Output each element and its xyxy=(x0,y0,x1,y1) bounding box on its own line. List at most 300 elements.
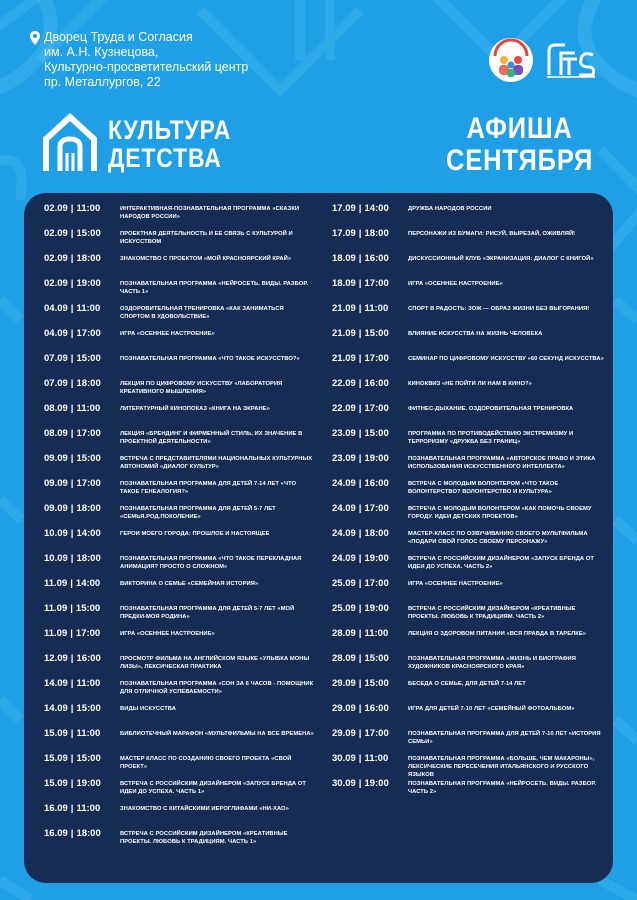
event-date: 25.09 xyxy=(332,603,356,614)
schedule-row xyxy=(332,779,604,804)
event-datetime xyxy=(44,704,120,714)
event-datetime xyxy=(332,404,408,414)
schedule-row xyxy=(44,779,314,804)
event-datetime xyxy=(332,354,408,364)
event-datetime xyxy=(44,804,120,814)
schedule-row xyxy=(332,729,604,754)
datetime-separator: | xyxy=(70,753,74,764)
datetime-separator: | xyxy=(358,353,362,364)
datetime-separator: | xyxy=(70,303,74,314)
datetime-separator: | xyxy=(358,503,362,514)
event-title: ВСТРЕЧА С РОССИЙСКИМ ДИЗАЙНЕРОМ «КРЕАТИВНЫЕ ПРОЕКТЫ. ЛЮБОВЬ К ТРАДИЦИЯМ. ЧАСТЬ 2» xyxy=(408,606,576,620)
event-datetime xyxy=(44,754,120,764)
event-title: ИГРА «ОСЕННЕЕ НАСТРОЕНИЕ» xyxy=(120,631,215,637)
event-datetime xyxy=(44,779,120,789)
datetime-separator: | xyxy=(70,603,73,614)
event-date: 21.09 xyxy=(332,303,356,314)
event-date: 09.09 xyxy=(44,503,68,514)
event-date: 25.09 xyxy=(332,578,356,589)
event-title: ФИТНЕС-ДЫХАНИЕ. ОЗДОРОВИТЕЛЬНАЯ ТРЕНИРОВКА xyxy=(408,406,574,412)
event-title: ПОЗНАВАТЕЛЬНАЯ ПРОГРАММА «ЧТО ТАКОЕ ПЕРЕКЛАДНАЯ АНИМАЦИЯ? ПРОСТО О СЛОЖНОМ» xyxy=(120,556,302,570)
datetime-separator: | xyxy=(70,628,73,639)
event-date: 18.09 xyxy=(332,278,356,289)
event-time: 11:00 xyxy=(364,753,389,764)
event-time: 18:00 xyxy=(76,503,101,514)
schedule-row xyxy=(44,654,314,679)
schedule-row xyxy=(44,304,314,329)
datetime-separator: | xyxy=(358,403,362,414)
schedule-row xyxy=(44,404,314,429)
event-title: ПОЗНАВАТЕЛЬНАЯ ПРОГРАММА ДЛЯ ДЕТЕЙ 5-7 ЛЕТ «МОЙ ПРЕДКИ-МОЯ РОДИНА» xyxy=(120,606,295,620)
datetime-separator: | xyxy=(358,603,362,614)
schedule-row xyxy=(332,279,604,304)
event-date: 30.09 xyxy=(332,753,356,764)
datetime-separator: | xyxy=(70,653,74,664)
datetime-separator: | xyxy=(358,578,362,589)
event-datetime xyxy=(44,829,120,839)
event-title: ЛИТЕРАТУРНЫЙ КИНОПОКАЗ «КНИГА НА ЭКРАНЕ» xyxy=(120,406,270,412)
event-title: ВИДЫ ИСКУССТВА xyxy=(120,706,176,712)
event-datetime xyxy=(332,279,408,289)
datetime-separator: | xyxy=(70,778,74,789)
datetime-separator: | xyxy=(358,678,362,689)
event-time: 16:00 xyxy=(364,478,389,489)
schedule-left-column xyxy=(44,204,314,854)
event-title: ИГРА «ОСЕННЕЕ НАСТРОЕНИЕ» xyxy=(408,581,503,587)
datetime-separator: | xyxy=(358,553,362,564)
event-date: 11.09 xyxy=(44,628,68,639)
event-date: 04.09 xyxy=(44,303,68,314)
event-title: СЕМИНАР ПО ЦИФРОВОМУ ИСКУССТВУ «60 СЕКУНД ИСКУССТВА» xyxy=(408,356,604,362)
event-datetime xyxy=(332,754,408,764)
schedule-row xyxy=(332,204,604,229)
event-date: 15.09 xyxy=(44,778,68,789)
event-title: ИГРА «ОСЕННЕЕ НАСТРОЕНИЕ» xyxy=(408,281,503,287)
event-date: 02.09 xyxy=(44,228,68,239)
event-title: ПРОГРАММА ПО ПРОТИВОДЕЙСТВИЮ ЭКСТРЕМИЗМУ И ТЕРРОРИЗМУ «ДРУЖБА БЕЗ ГРАНИЦ» xyxy=(408,431,574,445)
event-title: МАСТЕР КЛАСС ПО СОЗДАНИЮ СВОЕГО ПРОЕКТА «СВОЙ ПРОЕКТ» xyxy=(120,756,292,770)
event-time: 19:00 xyxy=(364,603,389,614)
datetime-separator: | xyxy=(70,478,74,489)
event-datetime xyxy=(44,629,120,639)
event-datetime xyxy=(332,479,408,489)
event-time: 18:00 xyxy=(76,378,101,389)
event-datetime xyxy=(44,279,120,289)
event-time: 17:00 xyxy=(76,478,101,489)
event-date: 29.09 xyxy=(332,703,356,714)
event-time: 11:00 xyxy=(76,803,101,814)
schedule-row xyxy=(44,529,314,554)
event-datetime xyxy=(332,554,408,564)
schedule-row xyxy=(44,379,314,404)
event-time: 16:00 xyxy=(364,253,389,264)
event-title: ПОЗНАВАТЕЛЬНАЯ ПРОГРАММА ДЛЯ ДЕТЕЙ 5-7 ЛЕТ «СЕМЬЯ.РОД.ПОКОЛЕНИЕ» xyxy=(120,506,276,520)
event-title: ПОЗНАВАТЕЛЬНАЯ ПРОГРАММА ДЛЯ ДЕТЕЙ 7-10 ЛЕТ «ИСТОРИЯ СЕМЬИ» xyxy=(408,731,601,745)
schedule-row xyxy=(44,579,314,604)
event-time: 15:00 xyxy=(364,428,389,439)
event-date: 23.09 xyxy=(332,453,356,464)
datetime-separator: | xyxy=(70,328,74,339)
schedule-row xyxy=(44,629,314,654)
event-title: БИБЛИОТЕЧНЫЙ МАРАФОН «МУЛЬТФИЛЬМЫ НА ВСЕ ВРЕМЕНА» xyxy=(120,731,314,737)
event-title: ВСТРЕЧА С ПРЕДСТАВИТЕЛЯМИ НАЦИОНАЛЬНЫХ КУЛЬТУРНЫХ АВТОНОМИЙ «ДИАЛОГ КУЛЬТУР» xyxy=(120,456,313,470)
dts-logo xyxy=(545,41,597,79)
event-datetime xyxy=(44,479,120,489)
event-datetime xyxy=(44,529,120,539)
schedule-row xyxy=(44,279,314,304)
event-time: 11:00 xyxy=(76,403,101,414)
datetime-separator: | xyxy=(70,803,74,814)
event-title: ПОЗНАВАТЕЛЬНАЯ ПРОГРАММА «АВТОРСКОЕ ПРАВО И ЭТИКА ИСПОЛЬЗОВАНИЯ ИСКУССТВЕННОГО ИНТЕЛЛЕКТА» xyxy=(408,456,596,470)
event-title: ОЗДОРОВИТЕЛЬНАЯ ТРЕНИРОВКА «КАК ЗАНИМАТЬСЯ СПОРТОМ В УДОВОЛЬСТВИЕ» xyxy=(120,306,284,320)
event-datetime xyxy=(44,404,120,414)
event-title: ЗНАКОМСТВО С КИТАЙСКИМИ ИЕРОГЛИФАМИ «НИ-ХАО» xyxy=(120,806,289,812)
event-title: ВСТРЕЧА С МОЛОДЫМ ВОЛОНТЕРОМ «КАК ПОМОЧЬ СВОЕМУ ГОРОДУ. ИДЕИ ДЕТСКИХ ПРОЕКТОВ» xyxy=(408,506,592,520)
event-datetime xyxy=(332,729,408,739)
datetime-separator: | xyxy=(70,253,74,264)
event-title: ИГРА ДЛЯ ДЕТЕЙ 7-10 ЛЕТ «СЕМЕЙНЫЙ ФОТОАЛЬБОМ» xyxy=(408,706,575,712)
datetime-separator: | xyxy=(70,378,74,389)
event-date: 11.09 xyxy=(44,603,68,614)
event-date: 11.09 xyxy=(44,578,68,589)
event-time: 15:00 xyxy=(76,753,101,764)
schedule-row xyxy=(44,479,314,504)
schedule-row xyxy=(44,804,314,829)
event-time: 16:00 xyxy=(364,378,389,389)
event-datetime xyxy=(332,254,408,264)
datetime-separator: | xyxy=(358,528,362,539)
event-time: 15:00 xyxy=(76,228,101,239)
datetime-separator: | xyxy=(358,728,362,739)
event-time: 17:00 xyxy=(364,403,389,414)
event-datetime xyxy=(44,554,120,564)
event-time: 15:00 xyxy=(75,603,101,614)
event-time: 14:00 xyxy=(75,578,101,589)
event-date: 17.09 xyxy=(332,203,356,214)
datetime-separator: | xyxy=(358,653,362,664)
event-date: 12.09 xyxy=(44,653,68,664)
event-date: 14.09 xyxy=(44,678,68,689)
event-datetime xyxy=(332,529,408,539)
event-date: 30.09 xyxy=(332,778,356,789)
datetime-separator: | xyxy=(70,503,74,514)
event-time: 19:00 xyxy=(76,278,101,289)
datetime-separator: | xyxy=(358,778,362,789)
schedule-row xyxy=(44,254,314,279)
event-title: БЕСЕДА О СЕМЬЕ, ДЛЯ ДЕТЕЙ 7-14 ЛЕТ xyxy=(408,681,526,687)
event-datetime xyxy=(44,304,120,314)
event-date: 29.09 xyxy=(332,678,356,689)
event-time: 15:00 xyxy=(76,703,101,714)
brand-title-line1: КУЛЬТУРА xyxy=(108,115,232,145)
schedule-row xyxy=(332,404,604,429)
afisha-line2: СЕНТЯБРЯ xyxy=(445,144,593,177)
schedule-panel xyxy=(24,193,613,883)
datetime-separator: | xyxy=(70,578,73,589)
schedule-row xyxy=(332,554,604,579)
event-time: 11:00 xyxy=(364,628,389,639)
event-time: 15:00 xyxy=(76,353,101,364)
schedule-row xyxy=(44,504,314,529)
datetime-separator: | xyxy=(70,453,74,464)
event-date: 09.09 xyxy=(44,478,68,489)
event-datetime xyxy=(44,254,120,264)
event-datetime xyxy=(332,604,408,614)
datetime-separator: | xyxy=(70,678,74,689)
event-time: 18:00 xyxy=(364,528,389,539)
event-title: ПОЗНАВАТЕЛЬНАЯ ПРОГРАММА «БОЛЬШЕ, ЧЕМ МАКАРОНЫ», ЛЕКСИЧЕСКИЕ ПЕРЕСЕЧЕНИЯ ИТАЛЬЯНСКОГО И РУССКОГО ЯЗЫКОВ xyxy=(408,756,595,778)
event-datetime xyxy=(44,354,120,364)
schedule-row xyxy=(332,579,604,604)
schedule-row xyxy=(44,704,314,729)
event-title: ИНТЕРАКТИВНАЯ-ПОЗНАВАТЕЛЬНАЯ ПРОГРАММА «СКАЗКИ НАРОДОВ РОССИИ» xyxy=(120,206,300,220)
event-time: 11:00 xyxy=(76,303,101,314)
event-time: 18:00 xyxy=(76,253,101,264)
event-datetime xyxy=(44,504,120,514)
schedule-row xyxy=(44,554,314,579)
event-datetime xyxy=(44,679,120,689)
datetime-separator: | xyxy=(70,553,74,564)
event-date: 18.09 xyxy=(332,253,356,264)
event-date: 15.09 xyxy=(44,753,68,764)
schedule-row xyxy=(332,629,604,654)
event-time: 19:00 xyxy=(364,453,389,464)
event-time: 17:00 xyxy=(76,328,101,339)
afisha-title xyxy=(446,113,593,177)
address-line: Дворец Труда и Согласия xyxy=(44,30,193,44)
brand-block xyxy=(40,113,253,175)
event-time: 19:00 xyxy=(364,553,389,564)
event-date: 02.09 xyxy=(44,253,68,264)
event-time: 11:00 xyxy=(76,203,101,214)
event-date: 21.09 xyxy=(332,353,356,364)
schedule-row xyxy=(332,379,604,404)
event-time: 15:00 xyxy=(364,328,389,339)
schedule-row xyxy=(332,329,604,354)
address-line: им. А.Н. Кузнецова, xyxy=(44,45,159,59)
address-line: Культурно-просветительский центр xyxy=(44,60,249,74)
event-title: ПОЗНАВАТЕЛЬНАЯ ПРОГРАММА «НЕЙРОСЕТЬ. ВИДЫ. РАЗБОР. ЧАСТЬ 2» xyxy=(408,781,597,795)
event-time: 15:00 xyxy=(76,453,101,464)
schedule-row xyxy=(44,429,314,454)
schedule-row xyxy=(332,479,604,504)
event-datetime xyxy=(332,579,408,589)
event-title: ВИКТОРИНА О СЕМЬЕ «СЕМЕЙНАЯ ИСТОРИЯ» xyxy=(120,581,259,587)
datetime-separator: | xyxy=(358,478,362,489)
schedule-row xyxy=(332,454,604,479)
event-title: ИГРА «ОСЕННЕЕ НАСТРОЕНИЕ» xyxy=(120,331,215,337)
event-date: 29.09 xyxy=(332,728,356,739)
event-title: ВСТРЕЧА С РОССИЙСКИМ ДИЗАЙНЕРОМ «КРЕАТИВНЫЕ ПРОЕКТЫ. ЛЮБОВЬ К ТРАДИЦИЯМ. ЧАСТЬ 1» xyxy=(120,831,288,845)
event-time: 18:00 xyxy=(76,828,101,839)
house-icon xyxy=(40,113,100,175)
datetime-separator: | xyxy=(70,278,74,289)
event-datetime xyxy=(332,779,408,789)
schedule-row xyxy=(44,729,314,754)
event-date: 24.09 xyxy=(332,553,356,564)
event-time: 11:00 xyxy=(364,303,389,314)
event-datetime xyxy=(332,454,408,464)
event-date: 16.09 xyxy=(44,828,68,839)
event-datetime xyxy=(44,204,120,214)
event-time: 18:00 xyxy=(364,228,389,239)
event-time: 15:00 xyxy=(364,653,389,664)
datetime-separator: | xyxy=(358,303,362,314)
event-title: КИНОКВИЗ «НЕ ПОЙТИ ЛИ НАМ В КИНО?» xyxy=(408,381,532,387)
event-datetime xyxy=(332,504,408,514)
event-date: 07.09 xyxy=(44,353,68,364)
datetime-separator: | xyxy=(358,378,362,389)
event-date: 16.09 xyxy=(44,803,68,814)
event-time: 17:00 xyxy=(364,728,389,739)
event-date: 28.09 xyxy=(332,653,356,664)
event-datetime xyxy=(332,429,408,439)
event-title: ПОЗНАВАТЕЛЬНАЯ ПРОГРАММА «СОН ЗА 6 ЧАСОВ - ПОМОЩНИК ДЛЯ ОТЛИЧНОЙ УСПЕВАЕМОСТИ» xyxy=(120,681,314,695)
event-datetime xyxy=(44,379,120,389)
datetime-separator: | xyxy=(358,328,362,339)
event-date: 04.09 xyxy=(44,328,68,339)
event-title: ВСТРЕЧА С РОССИЙСКИМ ДИЗАЙНЕРОМ «ЗАПУСК БРЕНДА ОТ ИДЕИ ДО УСПЕХА. ЧАСТЬ 2» xyxy=(408,556,594,570)
datetime-separator: | xyxy=(358,428,362,439)
event-title: ВСТРЕЧА С МОЛОДЫМ ВОЛОНТЕРОМ «ЧТО ТАКОЕ ВОЛОНТЕРСТВО? ВОЛОНТЕРСТВО И КУЛЬТУРА» xyxy=(408,481,559,495)
datetime-separator: | xyxy=(70,428,74,439)
schedule-row xyxy=(44,829,314,854)
event-datetime xyxy=(44,229,120,239)
event-date: 23.09 xyxy=(332,428,356,439)
event-datetime xyxy=(44,729,120,739)
event-title: ВЛИЯНИЕ ИСКУССТВА НА ЖИЗНЬ ЧЕЛОВЕКА xyxy=(408,331,543,337)
event-time: 17:00 xyxy=(364,278,389,289)
datetime-separator: | xyxy=(70,403,74,414)
event-date: 22.09 xyxy=(332,378,356,389)
address-line: пр. Металлургов, 22 xyxy=(44,75,161,89)
schedule-row xyxy=(332,754,604,779)
event-date: 09.09 xyxy=(44,453,68,464)
datetime-separator: | xyxy=(70,828,74,839)
event-datetime xyxy=(44,429,120,439)
venue-address xyxy=(44,30,248,90)
event-time: 14:00 xyxy=(364,203,389,214)
event-datetime xyxy=(332,229,408,239)
event-date: 28.09 xyxy=(332,628,356,639)
event-time: 17:00 xyxy=(364,503,389,514)
event-date: 17.09 xyxy=(332,228,356,239)
event-date: 08.09 xyxy=(44,403,68,414)
event-date: 10.09 xyxy=(44,553,68,564)
datetime-separator: | xyxy=(358,703,362,714)
datetime-separator: | xyxy=(70,203,74,214)
event-title: ДИСКУССИОННЫЙ КЛУБ «ЭКРАНИЗАЦИЯ: ДИАЛОГ С КНИГОЙ» xyxy=(408,256,594,262)
schedule-row xyxy=(332,654,604,679)
event-date: 07.09 xyxy=(44,378,68,389)
datetime-separator: | xyxy=(70,528,74,539)
schedule-right-column xyxy=(332,204,604,804)
datetime-separator: | xyxy=(70,228,74,239)
event-datetime xyxy=(44,654,120,664)
schedule-row xyxy=(44,204,314,229)
event-date: 02.09 xyxy=(44,278,68,289)
event-date: 24.09 xyxy=(332,478,356,489)
event-datetime xyxy=(332,204,408,214)
event-title: ГЕРОИ МОЕГО ГОРОДА: ПРОШЛОЕ И НАСТОЯЩЕЕ xyxy=(120,531,270,537)
schedule-row xyxy=(332,504,604,529)
event-datetime xyxy=(44,604,120,614)
event-time: 19:00 xyxy=(76,778,101,789)
schedule-row xyxy=(44,454,314,479)
datetime-separator: | xyxy=(358,628,362,639)
event-datetime xyxy=(332,329,408,339)
event-title: ЛЕКЦИЯ «БРЕНДИНГ И ФИРМЕННЫЙ СТИЛЬ, ИХ ЗНАЧЕНИЕ В ПРОЕКТНОЙ ДЕЯТЕЛЬНОСТИ» xyxy=(120,431,303,445)
event-datetime xyxy=(332,379,408,389)
event-date: 10.09 xyxy=(44,528,68,539)
event-title: ЗНАКОМСТВО С ПРОЕКТОМ «МОЙ КРАСНОЯРСКИЙ КРАЙ» xyxy=(120,256,292,262)
datetime-separator: | xyxy=(70,353,74,364)
event-time: 16:00 xyxy=(76,653,101,664)
datetime-separator: | xyxy=(358,203,362,214)
event-time: 15:00 xyxy=(364,678,389,689)
event-date: 22.09 xyxy=(332,403,356,414)
event-date: 21.09 xyxy=(332,328,356,339)
schedule-row xyxy=(332,429,604,454)
partner-logos xyxy=(489,38,597,82)
event-time: 17:00 xyxy=(76,428,101,439)
schedule-row xyxy=(332,604,604,629)
event-title: ПОЗНАВАТЕЛЬНАЯ ПРОГРАММА ДЛЯ ДЕТЕЙ 7-14 ЛЕТ «ЧТО ТАКОЕ ГЕНЕАЛОГИЯ?» xyxy=(120,481,297,495)
event-time: 16:00 xyxy=(364,703,389,714)
event-time: 17:00 xyxy=(364,578,389,589)
event-date: 08.09 xyxy=(44,428,68,439)
datetime-separator: | xyxy=(358,278,362,289)
event-title: ЛЕКЦИЯ О ЗДОРОВОМ ПИТАНИИ «ВСЯ ПРАВДА В ТАРЕЛКЕ» xyxy=(408,631,587,637)
event-title: ПОЗНАВАТЕЛЬНАЯ ПРОГРАММА «ЧТО ТАКОЕ ИСКУССТВО?» xyxy=(120,356,300,362)
schedule-row xyxy=(332,304,604,329)
event-title: ПОЗНАВАТЕЛЬНАЯ ПРОГРАММА «НЕЙРОСЕТЬ. ВИДЫ. РАЗБОР. ЧАСТЬ 1» xyxy=(120,281,309,295)
datetime-separator: | xyxy=(358,453,362,464)
event-date: 24.09 xyxy=(332,503,356,514)
event-date: 15.09 xyxy=(44,728,68,739)
event-time: 18:00 xyxy=(76,553,101,564)
schedule-row xyxy=(332,529,604,554)
event-title: ПОЗНАВАТЕЛЬНАЯ ПРОГРАММА «ЖИЗНЬ И БИОГРАФИЯ ХУДОЖНИКОВ КРАСНОЯРСКОГО КРАЯ» xyxy=(408,656,576,670)
event-title: ПРОЕКТНАЯ ДЕЯТЕЛЬНОСТЬ И ЕЕ СВЯЗЬ С КУЛЬТУРОЙ И ИСКУССТВОМ xyxy=(120,231,293,245)
datetime-separator: | xyxy=(358,753,362,764)
event-title: СПОРТ В РАДОСТЬ: ЗОЖ — ОБРАЗ ЖИЗНИ БЕЗ ВЫГОРАНИЯ! xyxy=(408,306,590,312)
event-datetime xyxy=(332,679,408,689)
event-title: ПЕРСОНАЖИ ИЗ БУМАГИ: РИСУЙ, ВЫРЕЗАЙ, ОЖИВЛЯЙ! xyxy=(408,231,576,237)
schedule-row xyxy=(44,329,314,354)
datetime-separator: | xyxy=(358,228,362,239)
schedule-row xyxy=(332,254,604,279)
afisha-line1: АФИША xyxy=(466,112,573,145)
schedule-row xyxy=(44,604,314,629)
event-date: 02.09 xyxy=(44,203,68,214)
schedule-row xyxy=(332,354,604,379)
location-pin-icon xyxy=(30,31,40,45)
event-date: 14.09 xyxy=(44,703,68,714)
event-datetime xyxy=(332,654,408,664)
schedule-row xyxy=(44,679,314,704)
event-title: ЛЕКЦИЯ ПО ЦИФРОВОМУ ИСКУССТВУ «ЛАБОРАТОРИЯ КРЕАТИВНОГО МЫШЛЕНИЯ» xyxy=(120,381,283,395)
schedule-row xyxy=(44,229,314,254)
datetime-separator: | xyxy=(70,703,74,714)
event-title: МАСТЕР-КЛАСС ПО ОЗВУЧИВАНИЮ СВОЕГО МУЛЬТФИЛЬМА «ПОДАРИ СВОЙ ГОЛОС СВОЕМУ ПЕРСОНАЖУ» xyxy=(408,531,588,545)
event-datetime xyxy=(332,304,408,314)
event-time: 17:00 xyxy=(75,628,101,639)
event-time: 11:00 xyxy=(76,678,101,689)
datetime-separator: | xyxy=(70,728,74,739)
event-time: 11:00 xyxy=(76,728,101,739)
event-title: ДРУЖБА НАРОДОВ РОССИИ xyxy=(408,206,492,212)
